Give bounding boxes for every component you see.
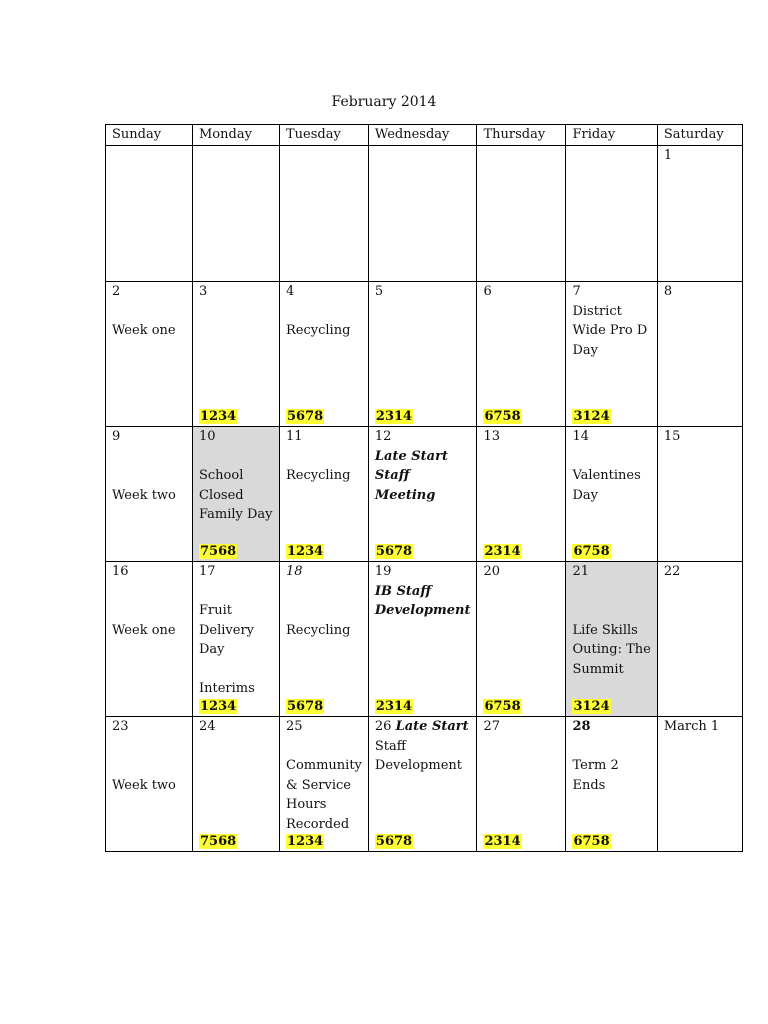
day-number: 13 [483,429,501,444]
spacer-line [112,601,186,621]
day-cell [280,562,369,717]
event-text: Delivery [199,622,255,638]
group-code-highlight: 1234 [200,409,237,424]
event-text: Day [199,642,225,657]
day-cell [477,282,566,427]
day-cell [280,282,369,427]
day-cell [106,427,193,562]
day-number: 7 [572,284,581,299]
day-number: 3 [199,284,208,299]
spacer-line [199,447,273,467]
spacer-line [112,302,186,322]
day-cell [566,717,657,852]
spacer-line [286,601,362,621]
event-text: Valentines [572,468,641,483]
event-text: School [199,468,244,483]
event-text: Life Skills [572,622,638,638]
day-number: 2 [112,284,121,299]
day-number: 21 [572,564,590,579]
day-cell [477,427,566,562]
event-text: Recycling [286,468,351,483]
day-number: 27 [483,719,501,734]
spacer-line [112,756,186,776]
group-code-highlight: 7568 [200,544,237,559]
day-number: 10 [199,429,216,444]
day-cell [106,562,193,717]
day-cell [368,562,477,717]
day-cell [477,562,566,717]
group-code-highlight: 2314 [375,699,413,714]
group-code-highlight: 5678 [375,834,413,849]
event-text: Development [374,758,462,773]
day-cell [368,282,477,427]
day-cell [566,146,657,282]
spacer-line [286,582,362,602]
event-text: District [572,303,622,319]
spacer-line [572,601,650,621]
day-number: 16 [112,564,129,579]
event-text: Ends [572,777,606,793]
event-text: Family Day [199,507,273,522]
group-code-highlight: 1234 [287,544,324,559]
event-text: Recorded [286,816,350,832]
day-cell [368,146,477,282]
day-number: 8 [663,284,673,299]
group-code-highlight: 6758 [484,409,521,424]
day-number: 26 [374,719,392,734]
day-number: March 1 [663,719,720,734]
event-text: Day [572,342,598,358]
week-row [106,146,743,282]
day-number: 23 [112,719,129,734]
day-header: Tuesday [280,125,369,146]
spacer-line [286,447,362,467]
day-number: 17 [199,564,216,579]
day-cell [193,146,280,282]
day-cell [477,717,566,852]
day-number: 5 [374,284,384,299]
event-text: Term 2 [572,758,619,773]
week-row [106,717,743,852]
event-text: Development [374,603,471,618]
day-header: Wednesday [368,125,477,146]
week-row [106,427,743,562]
week-row [106,562,743,717]
event-text: Late Start [374,448,448,464]
event-text: Interims [199,681,255,696]
event-text: Week two [112,777,176,793]
day-cell [106,282,193,427]
day-cell [566,427,657,562]
week-row [106,282,743,427]
day-cell [193,717,280,852]
day-header: Friday [566,125,657,146]
event-text: Late Start [395,719,469,734]
calendar-table [105,124,743,852]
day-number: 15 [663,429,681,444]
day-header: Saturday [657,125,742,146]
day-number: 22 [663,564,681,579]
day-cell [280,717,369,852]
day-number: 19 [374,564,392,579]
group-code-highlight: 1234 [287,834,324,849]
event-text: & Service [286,777,351,793]
spacer-line [112,466,186,486]
event-text: Hours [286,797,327,812]
group-code-highlight: 5678 [287,409,324,424]
event-text: Fruit [199,603,232,618]
event-text: Community [286,758,362,773]
day-header: Sunday [106,125,193,146]
spacer-line [572,447,650,467]
day-cell [193,282,280,427]
day-number: 6 [483,284,492,299]
group-code-highlight: 5678 [287,699,324,714]
event-text: Summit [572,661,624,677]
day-cell [193,562,280,717]
group-code-highlight: 6758 [573,544,610,559]
group-code-highlight: 6758 [573,834,610,849]
group-code-highlight: 2314 [375,409,413,424]
day-cell [193,427,280,562]
spacer-line [572,582,650,602]
spacer-line [112,447,186,467]
spacer-line [112,737,186,757]
spacer-line [112,582,186,602]
spacer-line [286,302,362,322]
event-text: Staff [374,738,407,754]
day-cell [106,146,193,282]
day-cell [477,146,566,282]
group-code-highlight: 1234 [200,699,237,714]
event-text: Recycling [286,622,351,638]
group-code-highlight: 7568 [200,834,237,849]
day-cell [657,146,742,282]
day-cell [566,282,657,427]
day-number: 18 [286,564,303,579]
event-text: Recycling [286,323,351,338]
spacer-line [572,737,650,757]
day-cell [657,717,742,852]
day-number: 25 [286,719,303,734]
event-text: Staff [374,468,410,483]
day-header: Thursday [477,125,566,146]
day-cell [368,427,477,562]
day-number: 12 [374,429,392,444]
group-code-highlight: 2314 [484,544,521,559]
spacer-line [199,660,273,680]
day-cell [280,427,369,562]
group-code-highlight: 6758 [484,699,521,714]
group-code-highlight: 2314 [484,834,521,849]
event-text: IB Staff [374,583,432,599]
day-number: 24 [199,719,216,734]
day-cell [657,282,742,427]
event-text: Week two [112,487,176,503]
group-code-highlight: 3124 [573,409,610,424]
spacer-line [199,582,273,602]
day-cell [368,717,477,852]
day-cell [657,427,742,562]
header-row [106,125,743,146]
event-text: Wide Pro D [572,323,648,338]
day-number: 28 [572,719,591,734]
event-text: Day [572,487,598,503]
day-cell [657,562,742,717]
event-text: Closed [199,487,244,503]
day-number: 4 [286,284,295,299]
spacer-line [286,737,362,757]
group-code-highlight: 5678 [375,544,413,559]
group-code-highlight: 3124 [573,699,610,714]
day-number: 20 [483,564,501,579]
calendar-title: February 2014 [331,94,437,110]
day-cell [106,717,193,852]
day-header: Monday [193,125,280,146]
day-cell [280,146,369,282]
day-cell [566,562,657,717]
day-number: 9 [112,429,121,444]
event-text: Meeting [374,487,436,503]
event-text: Week one [112,622,176,638]
day-number: 14 [572,429,590,444]
day-number: 1 [663,148,673,163]
day-number: 11 [286,429,303,444]
event-text: Outing: The [572,642,651,657]
event-text: Week one [112,323,176,338]
